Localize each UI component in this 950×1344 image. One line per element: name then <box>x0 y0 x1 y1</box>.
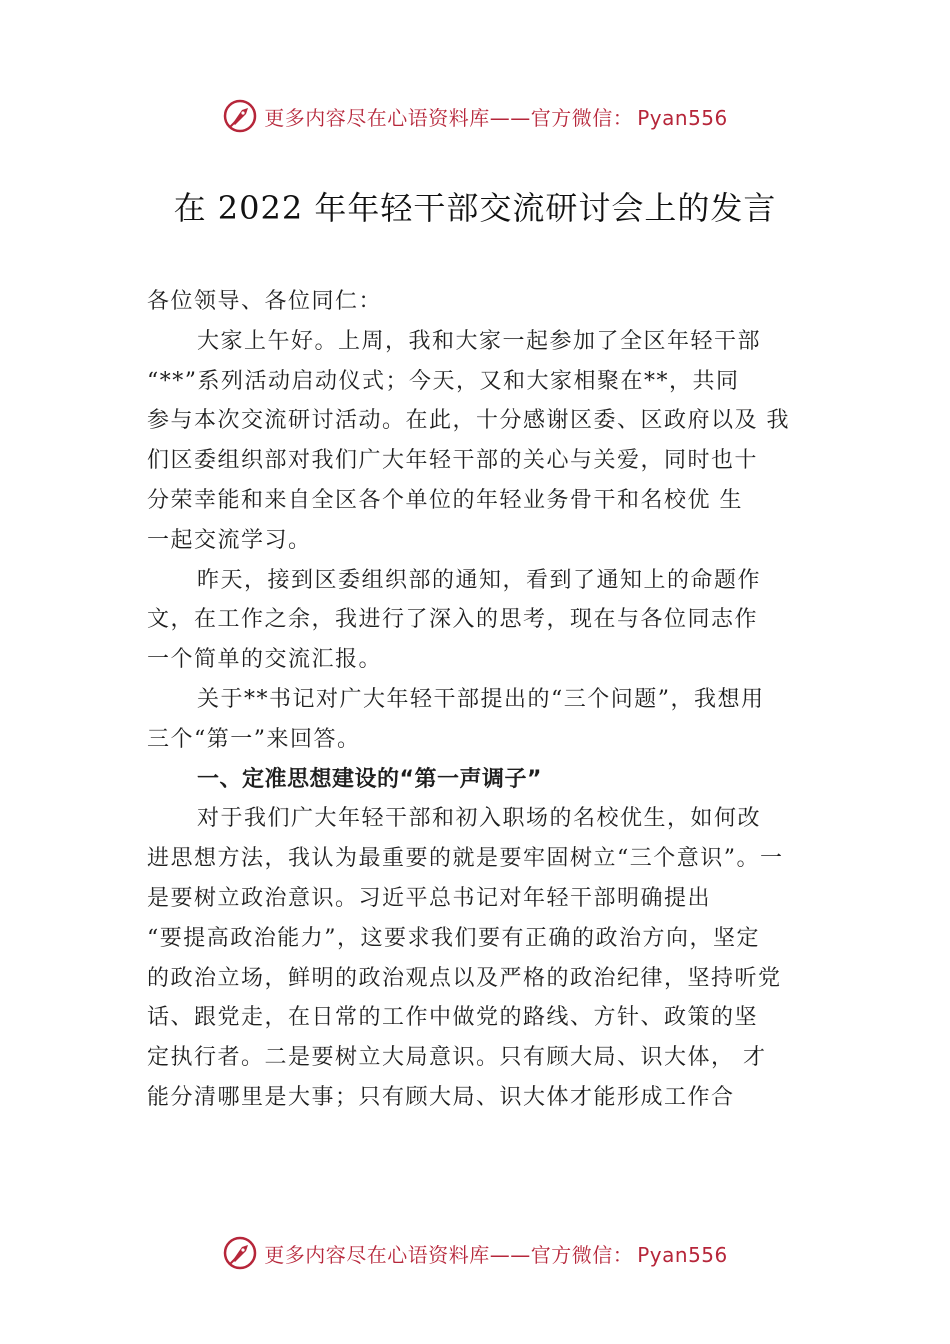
paragraph-line: 们区委组织部对我们广大年轻干部的关心与关爱，同时也十 <box>147 448 759 474</box>
paragraph-line: “**”系列活动启动仪式；今天，又和大家相聚在**，共同 <box>147 368 740 394</box>
paragraph-line: 能分清哪里是大事；只有顾大局、识大体才能形成工作合 <box>147 1084 735 1110</box>
pen-nib-logo-icon <box>222 98 258 134</box>
document-title: 在 2022 年年轻干部交流研讨会上的发言 <box>173 189 777 227</box>
section-heading: 一、定准思想建设的“第一声调子” <box>197 766 542 792</box>
paragraph-line: 参与本次交流研讨活动。在此，十分感谢区委、区政府以及 我 <box>147 408 790 434</box>
paragraph-line: 的政治立场，鲜明的政治观点以及严格的政治纪律，坚持听党 <box>147 965 782 991</box>
paragraph-line: 话、跟党走，在日常的工作中做党的路线、方针、政策的坚 <box>147 1005 759 1031</box>
paragraph-line: 进思想方法，我认为最重要的就是要牢固树立“三个意识”。一 <box>147 846 784 872</box>
watermark-footer <box>0 1233 950 1273</box>
paragraph-line: 对于我们广大年轻干部和初入职场的名校优生，如何改 <box>197 806 762 832</box>
paragraph-line: “要提高政治能力”，这要求我们要有正确的政治方向，坚定 <box>147 925 760 951</box>
paragraph-line: 定执行者。二是要树立大局意识。只有顾大局、识大体， 才 <box>147 1045 767 1071</box>
watermark-text: 更多内容尽在心语资料库——官方微信： Pyan556 <box>264 105 728 130</box>
salutation: 各位领导、各位同仁： <box>147 289 383 314</box>
paragraph-line: 一起交流学习。 <box>147 527 312 553</box>
watermark-text: 更多内容尽在心语资料库——官方微信： Pyan556 <box>264 1242 728 1267</box>
paragraph-line: 分荣幸能和来自全区各个单位的年轻业务骨干和名校优 生 <box>147 487 743 513</box>
pen-nib-logo-icon <box>222 1235 258 1271</box>
paragraph-line: 是要树立政治意识。习近平总书记对年轻干部明确提出 <box>147 885 712 911</box>
paragraph-line: 文，在工作之余，我进行了深入的思考，现在与各位同志作 <box>147 607 759 633</box>
watermark-header <box>0 96 950 136</box>
document-body <box>147 282 812 1118</box>
paragraph-line: 大家上午好。上周，我和大家一起参加了全区年轻干部 <box>197 328 762 354</box>
paragraph-line: 三个“第一”来回答。 <box>147 726 361 752</box>
paragraph-line: 昨天，接到区委组织部的通知，看到了通知上的命题作 <box>197 567 762 593</box>
paragraph-line: 关于**书记对广大年轻干部提出的“三个问题”，我想用 <box>197 686 765 712</box>
paragraph-line: 一个简单的交流汇报。 <box>147 647 383 673</box>
